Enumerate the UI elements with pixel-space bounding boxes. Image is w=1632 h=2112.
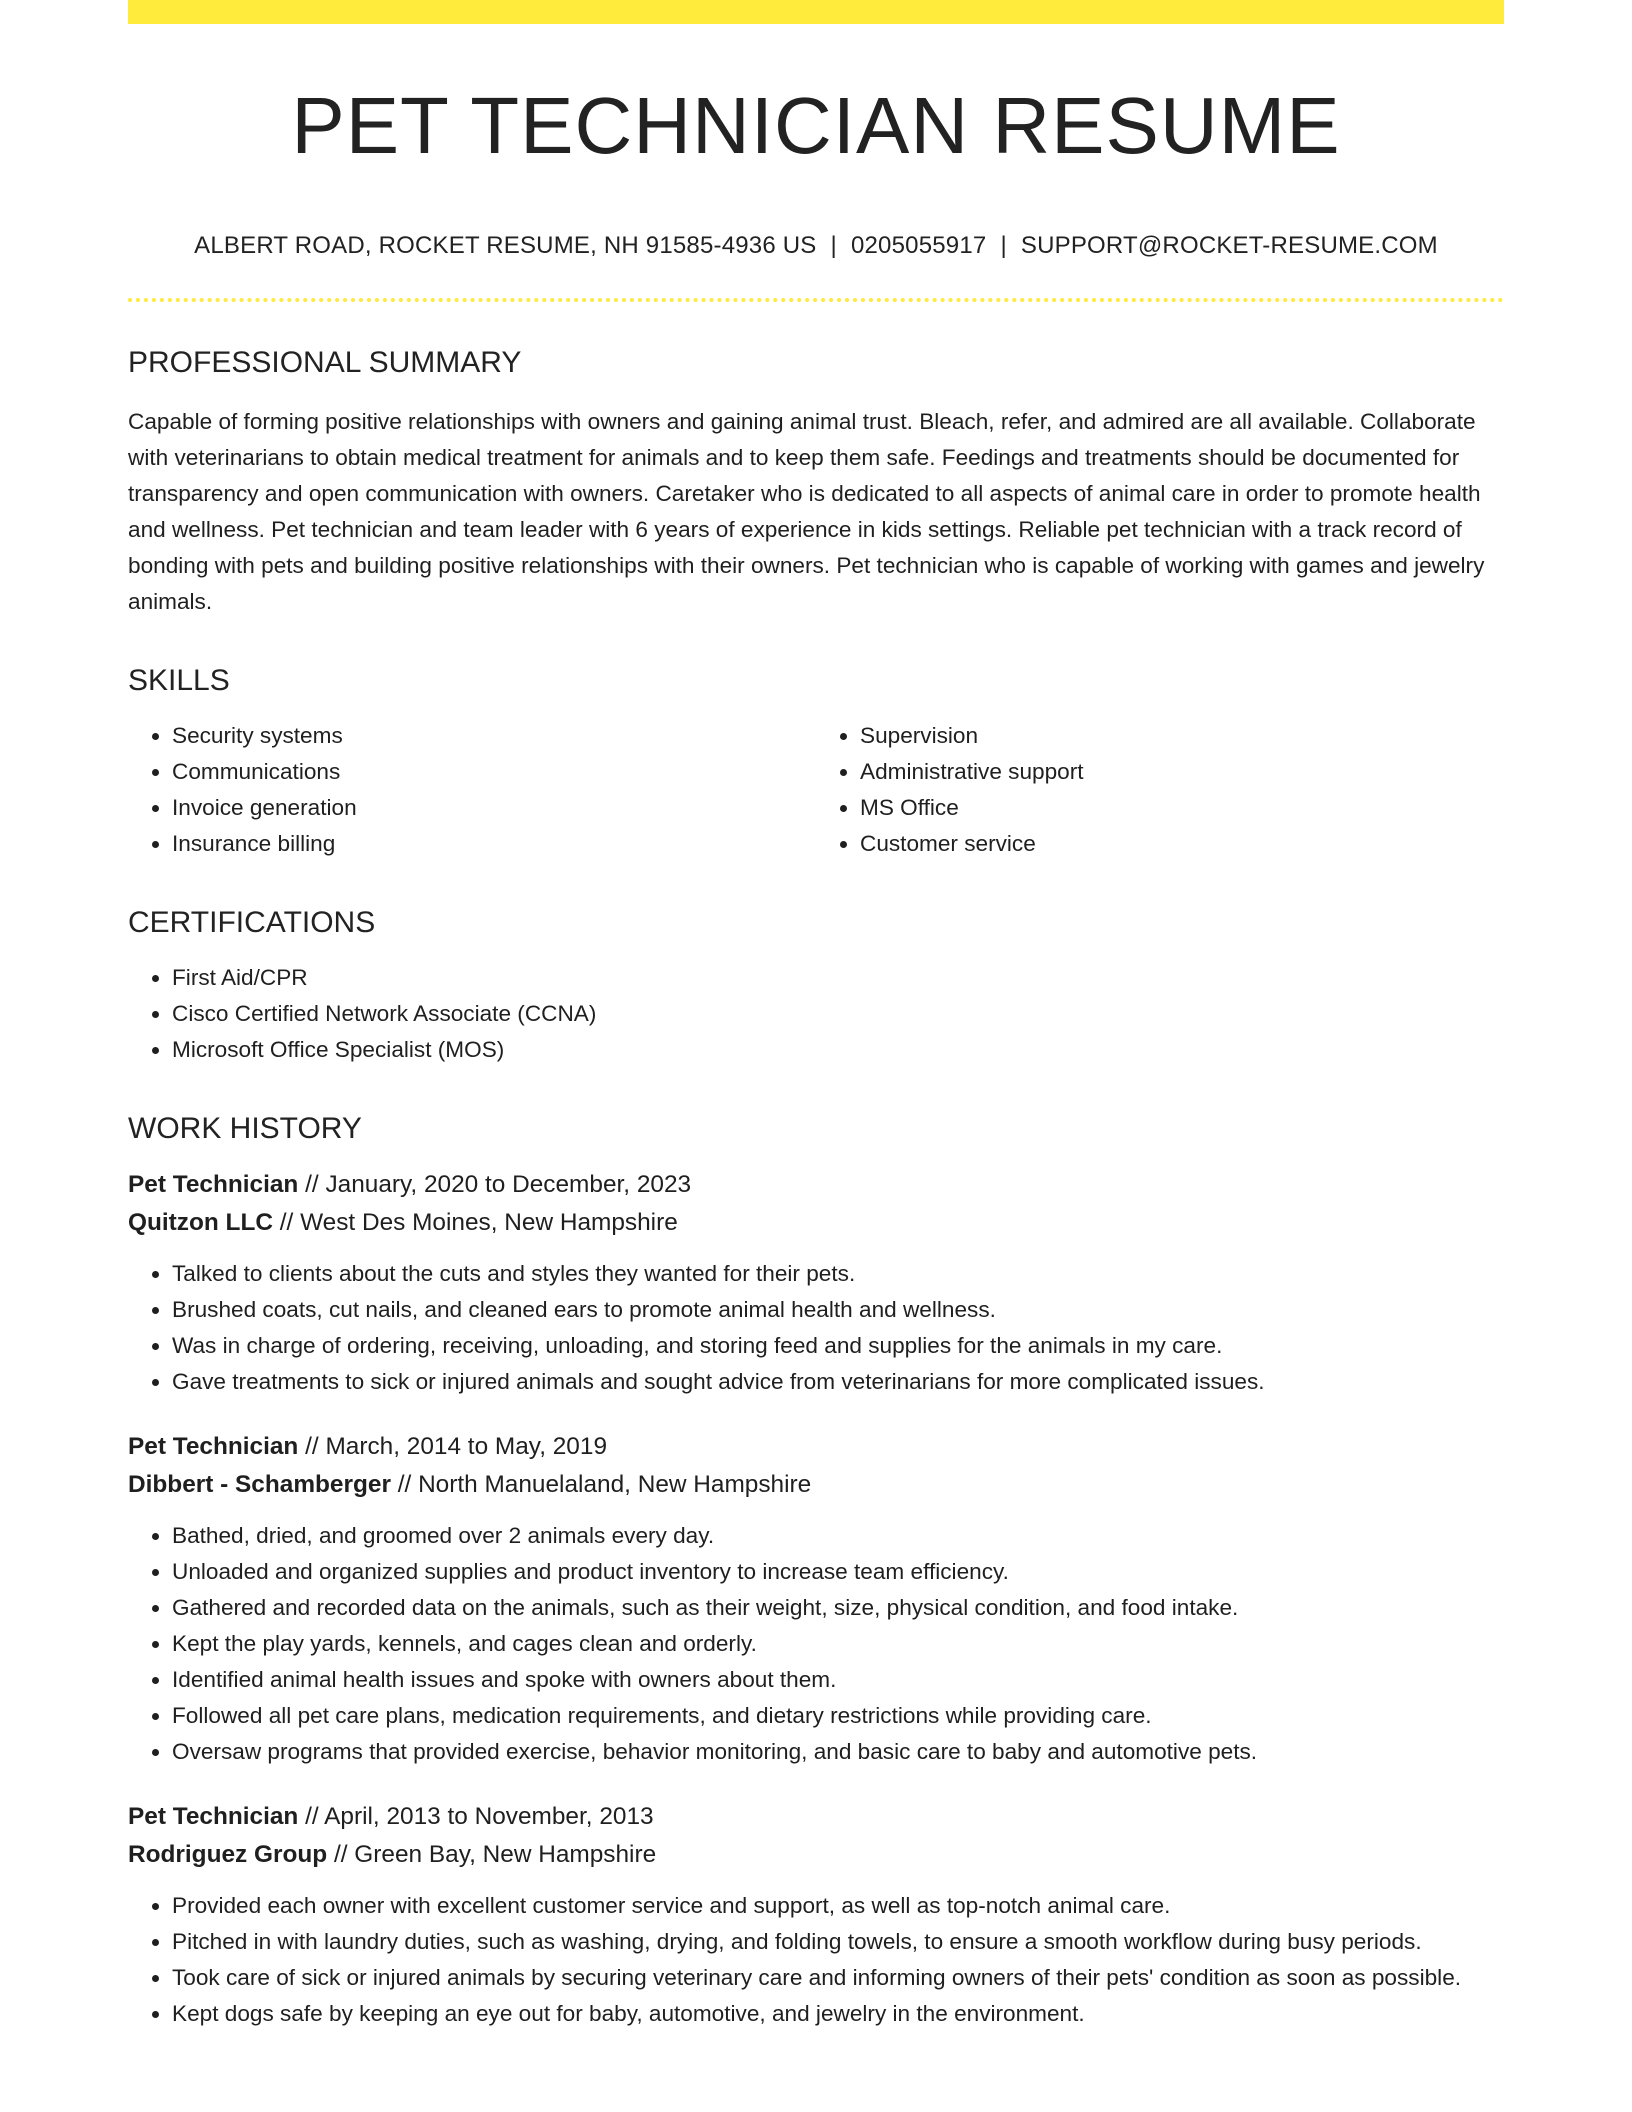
- skill-item: • Communications: [172, 754, 816, 790]
- job-entry: [128, 1166, 1504, 1400]
- job-bullet: • Oversaw programs that provided exercise, behavior monitoring, and basic care to baby and automotive pets.: [172, 1734, 1504, 1770]
- skills-heading: SKILLS: [128, 664, 230, 697]
- job-bullet: • Identified animal health issues and spoke with owners about them.: [172, 1662, 1504, 1698]
- job-bullet: • Kept dogs safe by keeping an eye out for baby, automotive, and jewelry in the environment.: [172, 1996, 1504, 2032]
- job-bullet: • Followed all pet care plans, medication requirements, and dietary restrictions while providing care.: [172, 1698, 1504, 1734]
- job-company-line: [128, 1466, 1504, 1504]
- skills-list: [128, 718, 1504, 862]
- job-location: // Green Bay, New Hampshire: [333, 1841, 657, 1868]
- job-entry: [128, 1798, 1504, 2032]
- contact-separator: |: [1000, 232, 1007, 259]
- job-bullet: • Pitched in with laundry duties, such as washing, drying, and folding towels, to ensure a smooth workflow during busy periods.: [172, 1924, 1504, 1960]
- job-title-line: [128, 1798, 1504, 1836]
- job-dates: // April, 2013 to November, 2013: [305, 1803, 654, 1830]
- skill-item: • Security systems: [172, 718, 816, 754]
- work-history-heading: WORK HISTORY: [128, 1112, 362, 1145]
- certification-item: • Cisco Certified Network Associate (CCNA): [172, 996, 1504, 1032]
- job-bullet: • Was in charge of ordering, receiving, unloading, and storing feed and supplies for the animals in my care.: [172, 1328, 1504, 1364]
- job-company: Rodriguez Group: [128, 1841, 328, 1868]
- job-dates: // January, 2020 to December, 2023: [305, 1171, 692, 1198]
- job-title-line: [128, 1428, 1504, 1466]
- job-entry: [128, 1428, 1504, 1770]
- job-bullets: [128, 1518, 1504, 1770]
- certifications-list: [128, 960, 1504, 1068]
- resume-title: PET TECHNICIAN RESUME: [291, 81, 1341, 170]
- job-bullet: • Talked to clients about the cuts and styles they wanted for their pets.: [172, 1256, 1504, 1292]
- job-bullet: • Gave treatments to sick or injured animals and sought advice from veterinarians for more complicated issues.: [172, 1364, 1504, 1400]
- job-title: Pet Technician: [128, 1433, 299, 1460]
- summary-heading: PROFESSIONAL SUMMARY: [128, 346, 522, 379]
- contact-line: [128, 232, 1504, 260]
- skills-column-right: [816, 718, 1504, 862]
- job-company: Quitzon LLC: [128, 1209, 273, 1236]
- job-bullet: • Took care of sick or injured animals by securing veterinary care and informing owners of their pets' condition as soon as possible.: [172, 1960, 1504, 1996]
- skill-item: • Administrative support: [860, 754, 1504, 790]
- summary-text: Capable of forming positive relationships with owners and gaining animal trust. Bleach, refer, and admired are all available. Collaborate with veterinarians to obtain medical treatment for animals and to keep them safe. Feedings and treatments should be documented for transparency and open communication with owners. Caretaker who is dedicated to all aspects of animal care in order to promote health and wellness. Pet technician and team leader with 6 years of experience in kids settings. Reliable pet technician with a track record of bonding with pets and building positive relationships with their owners. Pet technician who is capable of working with games and jewelry animals.: [128, 409, 1485, 614]
- job-title: Pet Technician: [128, 1171, 299, 1198]
- job-bullet: • Brushed coats, cut nails, and cleaned ears to promote animal health and wellness.: [172, 1292, 1504, 1328]
- job-bullets: [128, 1256, 1504, 1400]
- job-bullet: • Provided each owner with excellent customer service and support, as well as top-notch animal care.: [172, 1888, 1504, 1924]
- job-bullet: • Bathed, dried, and groomed over 2 animals every day.: [172, 1518, 1504, 1554]
- contact-address: ALBERT ROAD, ROCKET RESUME, NH 91585-4936 US: [194, 232, 817, 259]
- dotted-divider: [128, 298, 1504, 302]
- job-bullet: • Kept the play yards, kennels, and cages clean and orderly.: [172, 1626, 1504, 1662]
- job-bullets: [128, 1888, 1504, 2032]
- contact-email: SUPPORT@ROCKET-RESUME.COM: [1020, 232, 1438, 259]
- certification-item: • First Aid/CPR: [172, 960, 1504, 996]
- skill-item: • MS Office: [860, 790, 1504, 826]
- certification-item: • Microsoft Office Specialist (MOS): [172, 1032, 1504, 1068]
- skill-item: • Customer service: [860, 826, 1504, 862]
- skill-item: • Insurance billing: [172, 826, 816, 862]
- job-dates: // March, 2014 to May, 2019: [305, 1433, 608, 1460]
- job-location: // North Manuelaland, New Hampshire: [397, 1471, 812, 1498]
- job-company: Dibbert - Schamberger: [128, 1471, 391, 1498]
- job-company-line: [128, 1836, 1504, 1874]
- certifications-heading: CERTIFICATIONS: [128, 906, 376, 939]
- job-location: // West Des Moines, New Hampshire: [279, 1209, 678, 1236]
- job-company-line: [128, 1204, 1504, 1242]
- skill-item: • Invoice generation: [172, 790, 816, 826]
- contact-phone: 0205055917: [850, 232, 987, 259]
- job-bullet: • Unloaded and organized supplies and product inventory to increase team efficiency.: [172, 1554, 1504, 1590]
- skill-item: • Supervision: [860, 718, 1504, 754]
- resume-page: [128, 0, 1504, 2032]
- job-bullet: • Gathered and recorded data on the animals, such as their weight, size, physical condition, and food intake.: [172, 1590, 1504, 1626]
- contact-separator: |: [830, 232, 837, 259]
- skills-column-left: [128, 718, 816, 862]
- job-title: Pet Technician: [128, 1803, 299, 1830]
- top-accent-bar: [128, 0, 1504, 24]
- job-title-line: [128, 1166, 1504, 1204]
